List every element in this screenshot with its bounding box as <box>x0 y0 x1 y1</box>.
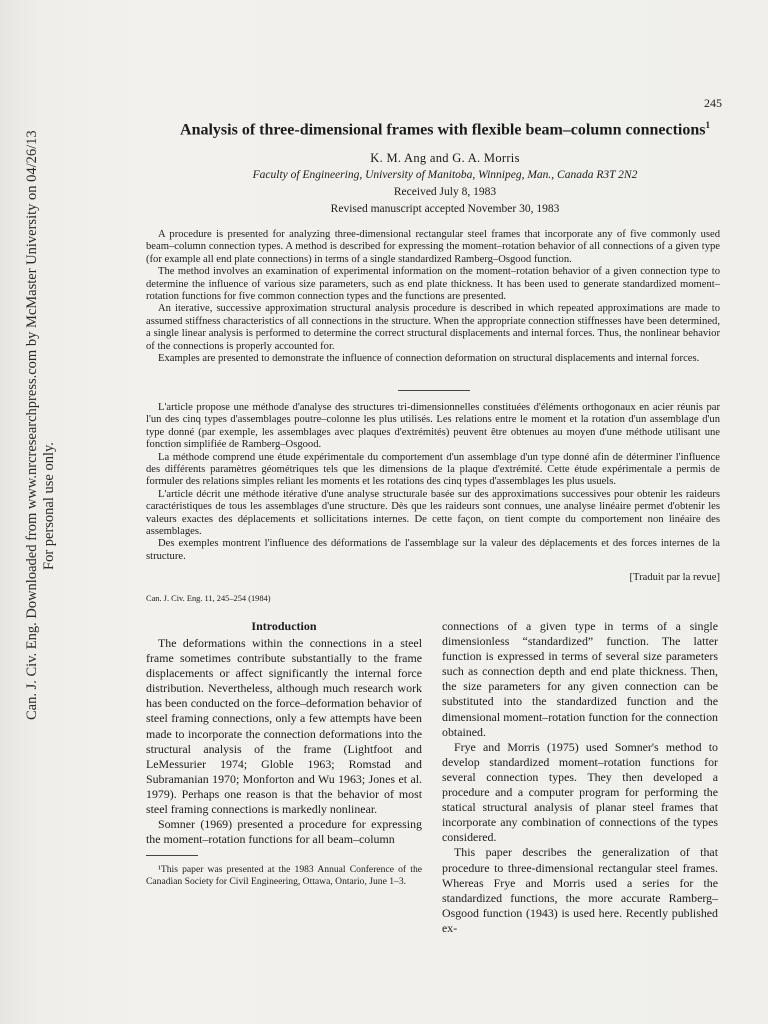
translation-note: [Traduit par la revue] <box>629 572 720 583</box>
abstract-paragraph: Examples are presented to demonstrate the influence of connection deformation on structural displacements and internal forces. <box>158 353 700 365</box>
body-paragraph: connections of a given type in terms of a single dimensionless “standardized” function. The latter function is expressed in terms of several size parameters such as connection depth and end plate thickness. Then, the size parameters for any given connection can be substituted into the standardized function and the dimensional moment–rotation function for the connection obtained. <box>442 619 718 739</box>
received-date: Received July 8, 1983 <box>393 186 497 198</box>
abstract-paragraph: A procedure is presented for analyzing three-dimensional rectangular steel frames that incorporate any of five commonly used beam–column connection types. A method is described for expressing the moment–rotation behavior of all connections of a given type (for example all end plate connections) in terms of a single standardized Ramberg–Osgood function. <box>146 229 720 265</box>
paper-title <box>150 120 740 139</box>
authors: K. M. Ang and G. A. Morris <box>370 151 520 165</box>
watermark-line-2: For personal use only. <box>41 442 57 570</box>
abstract-french <box>146 402 720 563</box>
watermark-line-1: Can. J. Civ. Eng. Downloaded from www.nrcresearchpress.com by McMaster University on 04/26/13 <box>24 130 40 720</box>
journal-citation: Can. J. Civ. Eng. 11, 245–254 (1984) <box>146 594 271 603</box>
body-column-left <box>146 636 422 847</box>
body-column-right <box>442 619 718 936</box>
abstract-paragraph: L'article décrit une méthode itérative d'une analyse structurale basée sur des approximations successives pour obtenir les raideurs caractéristiques de tous les assemblages d'une structure. Dès que les raideurs sont connues, une analyse linéaire permet d'obtenir les valeurs exactes des déplacements et sollicitations internes. De cette façon, on tient compte du comportement non linéaire des assemblages. <box>146 488 720 538</box>
body-paragraph: Somner (1969) presented a procedure for expressing the moment–rotation functions for all beam–column <box>146 817 422 847</box>
abstract-paragraph: The method involves an examination of experimental information on the moment–rotation behavior of a given connection type to determine the influence of various size parameters, such as end plate thickness. It has been used to generate standardized moment–rotation functions for five common connection types and the functions are presented. <box>146 266 720 303</box>
title-footnote-mark: 1 <box>705 120 710 130</box>
footnote-text: ¹This paper was presented at the 1983 Annual Conference of the Canadian Society for Civil Engineering, Ottawa, Ontario, June 1–3. <box>146 864 422 888</box>
abstract-paragraph: L'article propose une méthode d'analyse des structures tri-dimensionnelles constituées d'éléments orthogonaux en acier réunis par l'un des cinq types d'assemblages poutre–colonne les plus utilisés. Les relations entre le moment et la rotation d'un assemblage d'un type donné (par exemple, les assemblages avec plaques d'extrémités) peuvent être obtenues au moyen d'une méthode utilisant une fonction simplifiée de Ramberg–Osgood. <box>146 402 720 451</box>
paper-title-text: Analysis of three-dimensional frames with flexible beam–column connections <box>180 121 706 139</box>
abstract-paragraph: La méthode comprend une étude expérimentale du comportement d'un assemblage d'un type donné afin de déterminer l'influence des différents paramètres géométriques tels que les dimensions de la plaque d'extrémité. Cette étude expérimentale a permis de formuler des relations simples reliant les moments et les rotations des cinq types d'assemblages les plus usuels. <box>146 451 720 488</box>
section-heading-introduction: Introduction <box>251 619 317 633</box>
abstract-paragraph: An iterative, successive approximation structural analysis procedure is described in which repeated approximations are made to assumed stiffness characteristics of all connections in the structure. When the appropriate connection stiffnesses have been determined, a single linear analysis is performed to determine the correct structural displacements and internal forces. Thus, the nonlinear behavior of the connections is properly accounted for. <box>146 303 720 352</box>
affiliation: Faculty of Engineering, University of Manitoba, Winnipeg, Man., Canada R3T 2N2 <box>252 169 638 181</box>
abstract-english <box>146 229 720 365</box>
download-watermark <box>2 130 57 720</box>
footnote-divider <box>146 855 198 856</box>
body-paragraph: Frye and Morris (1975) used Somner's method to develop standardized moment–rotation functions for several connection types. They then developed a procedure and a computer program for performing the statical structural analysis of planar steel frames that incorporate any combination of connections of the types considered. <box>442 739 718 845</box>
abstract-paragraph: Des exemples montrent l'influence des déformations de l'assemblage sur la valeur des déplacements et des forces internes de la structure. <box>146 538 720 562</box>
page-number: 245 <box>704 96 722 110</box>
body-paragraph: The deformations within the connections in a steel frame sometimes contribute substantially to the frame displacements or affect significantly the internal force distribution. Nevertheless, although much research work has been conducted on the force–deformation behavior of steel framing connections, only a few attempts have been made to incorporate the connection deformations into the structural analysis of the frame (Lightfoot and LeMessurier 1974; Globle 1963; Romstad and Subramanian 1970; Monforton and Wu 1963; Jones et al. 1979). Perhaps one reason is that the behavior of most steel framing connections is markedly nonlinear. <box>146 636 422 817</box>
abstract-divider <box>398 390 470 391</box>
footnote <box>146 864 422 889</box>
body-paragraph: This paper describes the generalization of that procedure to three-dimensional rectangular steel frames. Whereas Frye and Morris used a series for the standardized functions, the more accurate Ramberg–Osgood function (1943) is used here. Recently published ex- <box>442 845 718 935</box>
revised-date: Revised manuscript accepted November 30, 1983 <box>330 203 560 215</box>
